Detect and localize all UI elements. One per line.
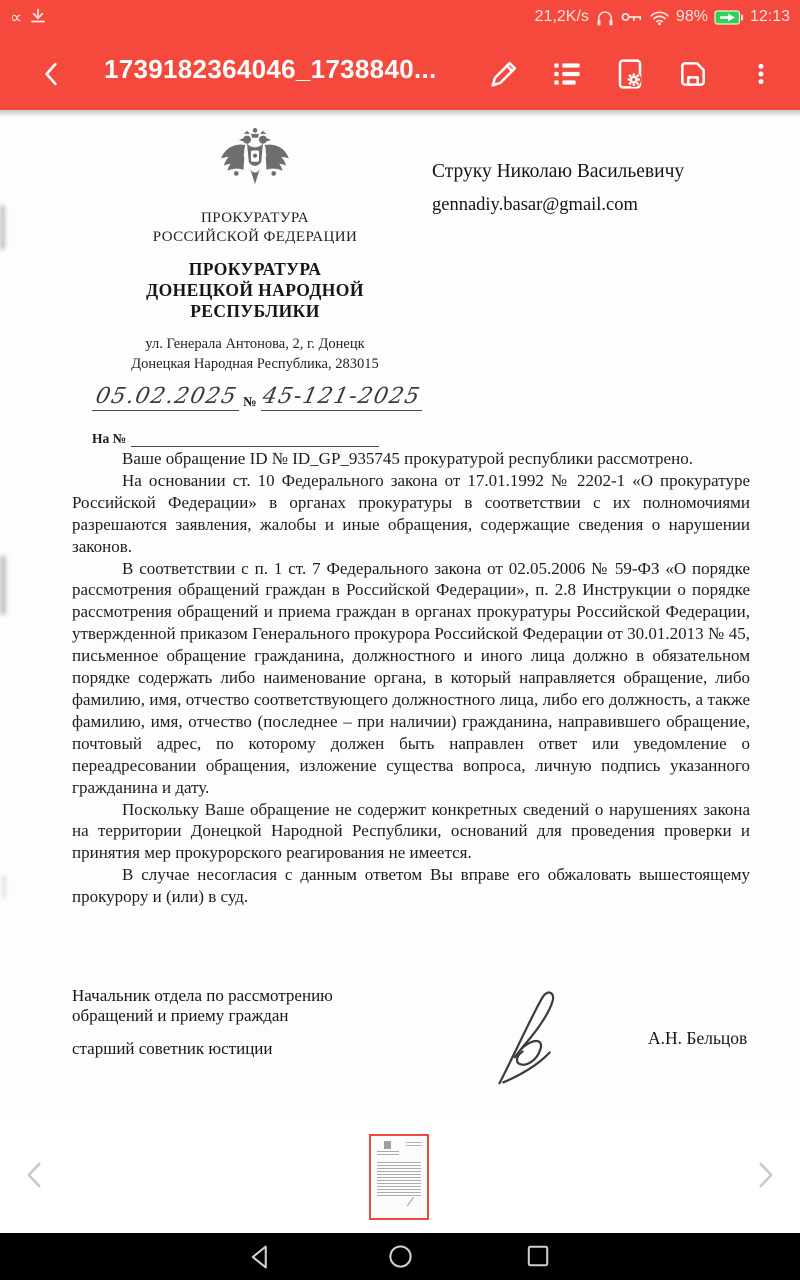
thumbnail-recipient-lines [406, 1142, 422, 1146]
key-icon [621, 9, 643, 25]
reply-to-blank [131, 431, 379, 447]
download-icon [30, 8, 46, 26]
android-nav-bar [0, 1233, 800, 1280]
clock: 12:13 [749, 8, 790, 25]
letterhead [92, 124, 423, 447]
coat-of-arms-emblem [215, 124, 295, 198]
recents-square-icon[interactable] [526, 1244, 550, 1268]
reply-to-line [92, 431, 418, 447]
org-name: ПРОКУРАТУРА ДОНЕЦКОЙ НАРОДНОЙ РЕСПУБЛИКИ [146, 259, 364, 321]
signer-position: Начальник отдела по рассмотрению обращений и приему граждан [72, 986, 333, 1025]
chevron-right-icon[interactable] [758, 1162, 774, 1188]
document-gear-icon[interactable] [614, 58, 646, 90]
thumbnail-header-lines [377, 1151, 399, 1157]
battery-percent: 98% [675, 8, 708, 25]
headphones-icon [595, 8, 615, 27]
scan-artifact [0, 555, 6, 615]
overflow-dots-icon[interactable] [748, 58, 774, 90]
thumbnail-emblem [384, 1141, 391, 1149]
page-thumbnail[interactable] [369, 1134, 429, 1220]
document-page[interactable] [0, 110, 800, 1120]
recipient-email: gennadiy.basar@gmail.com [432, 195, 638, 215]
back-triangle-icon[interactable] [249, 1244, 269, 1270]
paragraph: На основании ст. 10 Федерального закона от 17.01.1992 № 2202-1 «О прокуратуре Российской Федерации» в органах прокуратуры в соответствии с их полномочиями разрешаются заявления, жалобы и иные обращения, содержащие сведения о нарушении законов. [72, 470, 750, 556]
app-bar [0, 0, 800, 110]
network-speed: 21,2K/s [534, 8, 589, 25]
status-left-icons [10, 8, 46, 26]
paragraph: В соответствии с п. 1 ст. 7 Федерального закона от 02.05.2006 № 59-ФЗ «О порядке рассмотрения обращений граждан в Российской Федерации», п. 2.8 Инструкции о порядке рассмотрения обращений и приема граждан в органах прокуратуры Российской Федерации, утвержденной приказом Генерального прокурора Российской Федерации от 30.01.2013 № 45, письменное обращение гражданина, должностного и иного лица должно в обязательном порядке содержать либо наименование органа, в который направляется обращение, либо фамилию, имя, отчество соответствующего должностного лица, либо его должность, а также фамилию, имя, отчество (последнее – при наличии) гражданина, направившего обращение, почтовый адрес, по которому должен быть направлен ответ или уведомление о переадресовании обращения, изложение существа вопроса, личную подпись указанного гражданина и дату. [72, 558, 750, 797]
number-sign: № [242, 394, 257, 409]
paragraph: Поскольку Ваше обращение не содержит конкретных сведений о нарушениях закона на территории Донецкой Народной Республики, оснований для проведения проверки и принятия мер прокурорского реагирования не имеется. [72, 799, 750, 863]
handwritten-number: 45-121-2025 [259, 384, 423, 409]
signer-rank: старший советник юстиции [72, 1039, 273, 1058]
toc-list-icon[interactable] [551, 58, 583, 90]
signer-name: А.Н. Бельцов [648, 1028, 748, 1048]
thumbnail-signature-mark [407, 1197, 421, 1206]
paragraph: В случае несогласия с данным ответом Вы вправе его обжаловать вышестоящему прокурору и (или) в суд. [72, 865, 750, 907]
battery-icon [714, 9, 744, 26]
chevron-left-icon[interactable] [26, 1162, 42, 1188]
page-navigator [0, 1120, 800, 1233]
handwritten-date: 05.02.2025 [93, 384, 240, 409]
reply-to-label: На № [92, 431, 127, 446]
proportional-icon: ∝ [10, 7, 23, 27]
wifi-icon [649, 9, 670, 26]
home-circle-icon[interactable] [388, 1244, 413, 1269]
thumbnail-body-lines [377, 1162, 421, 1196]
scan-artifact [2, 875, 6, 899]
pencil-icon[interactable] [488, 58, 520, 90]
signoff-block [72, 986, 333, 1059]
toolbar [0, 34, 800, 110]
status-bar [0, 0, 800, 34]
letter-body [72, 448, 750, 908]
org-address: ул. Генерала Антонова, 2, г. Донецк Донецкая Народная Республика, 283015 [131, 336, 379, 372]
handwritten-signature [486, 988, 592, 1088]
parent-org-name: ПРОКУРАТУРА РОССИЙСКОЙ ФЕДЕРАЦИИ [152, 210, 358, 245]
floppy-save-icon[interactable] [677, 58, 709, 90]
date-number-line [92, 384, 423, 411]
scan-artifact [0, 205, 5, 250]
recipient-block [432, 160, 684, 216]
recipient-name: Струку Николаю Васильевичу [432, 161, 685, 182]
paragraph: Ваше обращение ID № ID_GP_935745 прокуратурой республики рассмотрено. [122, 449, 693, 468]
document-title[interactable]: 1739182364046_1738840... [104, 54, 437, 84]
status-right-cluster [535, 8, 790, 27]
back-chevron-icon[interactable] [40, 62, 62, 86]
